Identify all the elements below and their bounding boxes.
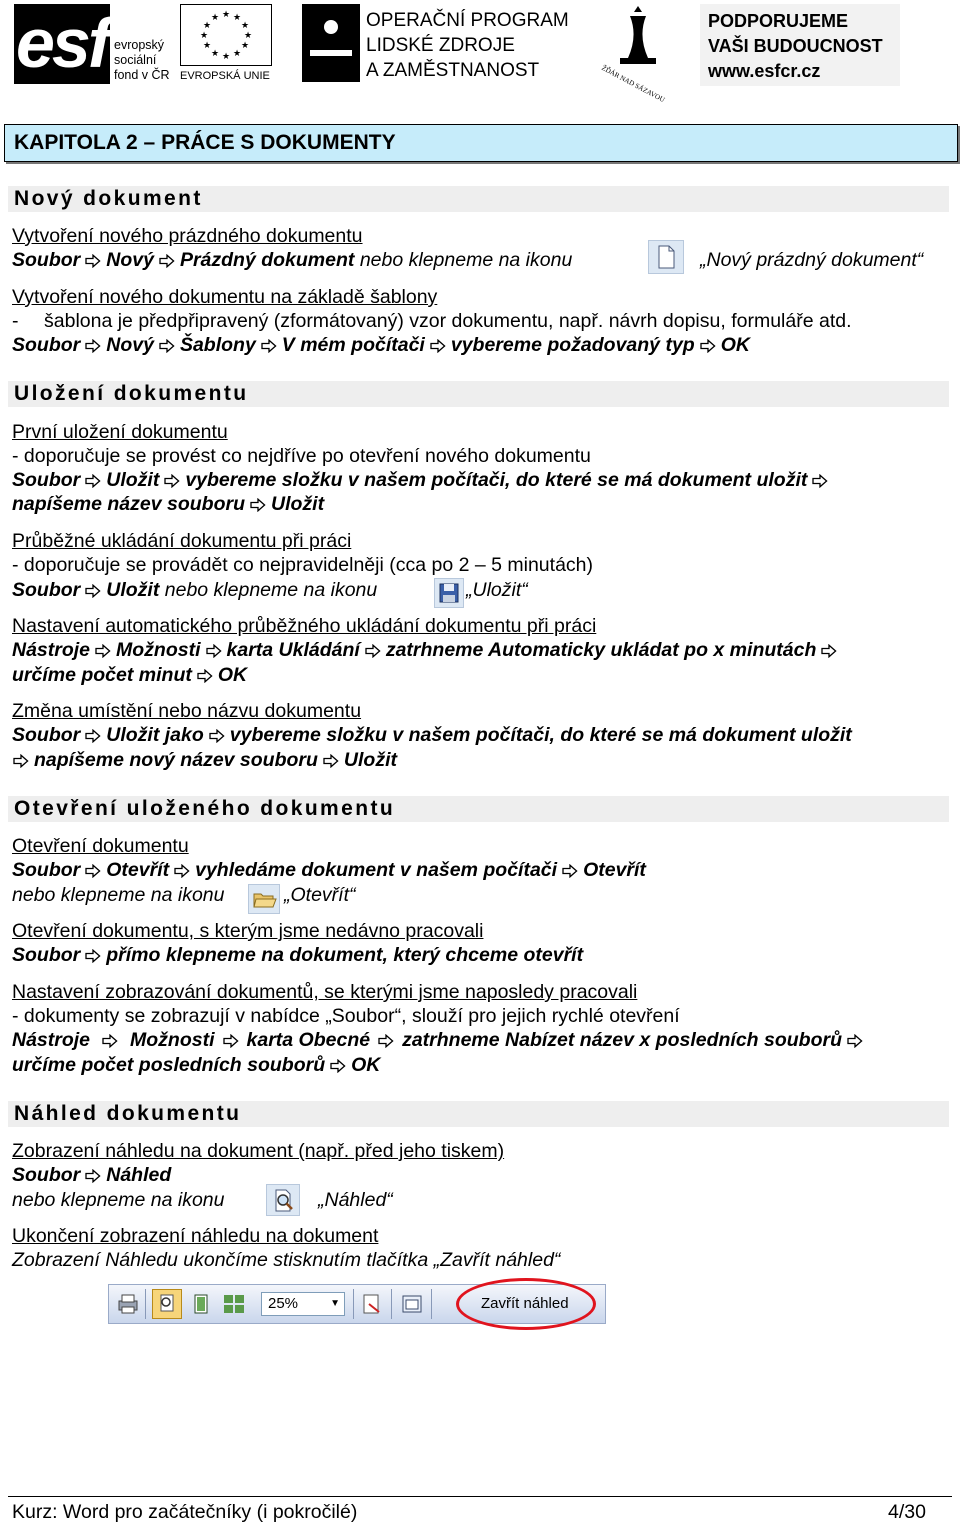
footer-course-title: Kurz: Word pro začátečníky (i pokročilé) <box>12 1501 358 1523</box>
path-tail: nebo klepneme na ikonu <box>164 579 378 601</box>
path-first-save-1 <box>12 468 833 492</box>
svg-text:★: ★ <box>240 41 250 51</box>
path-step: Soubor <box>12 469 81 491</box>
path-save-as-2 <box>8 748 397 772</box>
slogan-url: www.esfcr.cz <box>708 61 821 81</box>
slogan-line1: PODPORUJEME <box>708 11 849 31</box>
path-step: vybereme požadovaný typ <box>450 334 695 356</box>
path-step: OK <box>217 664 248 686</box>
arrow-right-outline-icon <box>209 729 225 743</box>
path-step: Prázdný dokument <box>179 249 355 271</box>
svg-text:★: ★ <box>221 10 231 20</box>
template-description-text: šablona je předpřipravený (zformátovaný) vzor dokumentu, např. návrh dopisu, formuláře atd. <box>44 310 852 332</box>
new-document-icon[interactable] <box>648 240 684 274</box>
path-step: napíšeme nový název souboru <box>34 749 318 771</box>
path-step: vybereme složku v našem počítači, do které se má dokument uložit <box>185 469 808 491</box>
path-autosave-1 <box>12 638 842 662</box>
path-open <box>12 858 646 882</box>
one-page-icon[interactable] <box>189 1292 213 1316</box>
svg-text:★: ★ <box>210 49 220 59</box>
path-step: zatrhneme Automaticky ukládat po x minutách <box>385 639 817 661</box>
preview-alt-text: nebo klepneme na ikonu <box>12 1189 225 1211</box>
path-step: Uložit <box>343 749 397 771</box>
arrow-right-outline-icon <box>85 864 101 878</box>
subheading-preview: Zobrazení náhledu na dokument (např. před jeho tiskem) <box>12 1140 505 1162</box>
arrow-right-outline-icon <box>85 339 101 353</box>
arrow-right-outline-icon <box>102 1034 118 1048</box>
path-step: Soubor <box>12 859 81 881</box>
shrink-to-fit-icon[interactable] <box>359 1292 385 1316</box>
path-step: Soubor <box>12 579 81 601</box>
arrow-right-outline-icon <box>85 729 101 743</box>
path-step: Soubor <box>12 944 81 966</box>
path-step: zatrhneme Nabízet název x posledních souborů <box>402 1029 842 1051</box>
op-line2: LIDSKÉ ZDROJE <box>366 35 515 56</box>
close-preview-highlight-ellipse <box>456 1278 596 1330</box>
arrow-right-outline-icon <box>261 339 277 353</box>
arrow-right-outline-icon <box>365 644 381 658</box>
svg-text:★: ★ <box>243 31 253 41</box>
arrow-right-outline-icon <box>562 864 578 878</box>
save-disk-icon[interactable] <box>434 578 464 608</box>
footer-page-number: 4/30 <box>888 1501 926 1523</box>
support-slogan <box>700 4 900 86</box>
svg-text:★: ★ <box>202 41 212 51</box>
section-heading-save-document: Uložení dokumentu <box>8 381 949 407</box>
chapter-number: KAPITOLA 2 <box>14 131 138 154</box>
path-template <box>12 333 750 357</box>
path-preview <box>12 1163 171 1187</box>
bullet-dash: - <box>12 310 19 332</box>
arrow-right-outline-icon <box>85 254 101 268</box>
zoom-value: 25% <box>268 1295 299 1312</box>
open-icon-label: „Otevřít“ <box>284 884 356 906</box>
subheading-open-recent: Otevření dokumentu, s kterým jsme nedávno pracovali <box>12 920 484 942</box>
arrow-right-outline-icon <box>847 1034 863 1048</box>
chevron-down-icon: ▼ <box>330 1298 340 1309</box>
op-logo <box>302 4 572 84</box>
zoom-select[interactable] <box>261 1292 345 1316</box>
path-step: V mém počítači <box>281 334 425 356</box>
magnifier-toggle[interactable] <box>152 1289 182 1319</box>
path-step: určíme počet posledních souborů <box>12 1054 326 1076</box>
arrow-right-outline-icon <box>159 339 175 353</box>
path-autosave-2 <box>12 663 247 687</box>
arrow-right-outline-icon <box>430 339 446 353</box>
svg-text:★: ★ <box>232 49 242 59</box>
ongoing-save-description: - doporučuje se provádět co nejpravidelněji (cca po 2 – 5 minutách) <box>12 554 594 576</box>
subheading-open: Otevření dokumentu <box>12 835 189 857</box>
svg-text:★: ★ <box>199 31 209 41</box>
path-step: Náhled <box>106 1164 172 1186</box>
esf-logo-letters: esf <box>16 4 109 82</box>
header-logos <box>0 0 960 105</box>
arrow-right-outline-icon <box>159 254 175 268</box>
path-step: Otevřít <box>583 859 646 881</box>
path-step: napíšeme název souboru <box>12 493 245 515</box>
arrow-right-outline-icon <box>197 669 213 683</box>
arrow-right-outline-icon <box>85 949 101 963</box>
path-step: Možnosti <box>130 1029 215 1051</box>
arrow-right-outline-icon <box>378 1034 394 1048</box>
print-icon[interactable] <box>115 1292 141 1316</box>
footer-rule <box>8 1496 952 1497</box>
subheading-first-save: První uložení dokumentu <box>12 421 228 443</box>
esf-logo-line2: sociální <box>114 53 157 67</box>
arrow-right-outline-icon <box>174 864 190 878</box>
svg-text:★: ★ <box>221 52 231 62</box>
open-alt-text: nebo klepneme na ikonu <box>12 884 225 906</box>
first-save-description: - doporučuje se provést co nejdříve po otevření nového dokumentu <box>12 445 591 467</box>
eu-label: EVROPSKÁ UNIE <box>180 70 270 82</box>
arrow-right-outline-icon <box>821 644 837 658</box>
path-step: Nový <box>106 249 154 271</box>
path-step: Uložit <box>106 469 160 491</box>
town-seal-text: ŽĎÁR NAD SÁZAVOU <box>600 64 667 105</box>
path-step: Soubor <box>12 724 81 746</box>
svg-text:★: ★ <box>232 13 242 23</box>
svg-text:★: ★ <box>202 21 212 31</box>
path-step: Soubor <box>12 334 81 356</box>
path-step: OK <box>351 1054 381 1076</box>
path-step: přímo klepneme na dokument, který chceme otevřít <box>106 944 584 966</box>
arrow-right-outline-icon <box>85 1169 101 1183</box>
arrow-right-outline-icon <box>206 644 222 658</box>
path-step: Šablony <box>179 334 256 356</box>
path-step: Nový <box>106 334 154 356</box>
full-screen-icon[interactable] <box>399 1292 425 1316</box>
path-step: určíme počet minut <box>12 664 192 686</box>
path-step: Soubor <box>12 1164 81 1186</box>
section-heading-open-document: Otevření uloženého dokumentu <box>8 796 949 822</box>
path-step: vybereme složku v našem počítači, do které se má dokument uložit <box>229 724 852 746</box>
subheading-close-preview: Ukončení zobrazení náhledu na dokument <box>12 1225 379 1247</box>
chapter-name: PRÁCE S DOKUMENTY <box>161 131 396 154</box>
svg-text:★: ★ <box>210 13 220 23</box>
chapter-dash: – <box>143 131 156 154</box>
path-tail: nebo klepneme na ikonu <box>359 249 573 271</box>
section-heading-new-document: Nový dokument <box>8 186 949 212</box>
path-first-save-2 <box>12 492 324 516</box>
subheading-save-as: Změna umístění nebo názvu dokumentu <box>12 700 362 722</box>
path-open-recent <box>12 943 583 967</box>
print-preview-icon[interactable] <box>266 1184 300 1216</box>
path-step: Nástroje <box>12 1029 91 1051</box>
path-step: Otevřít <box>106 859 170 881</box>
eu-stars-icon <box>196 8 256 62</box>
town-seal-logo <box>598 6 680 105</box>
esf-logo-line1: evropský <box>114 38 165 52</box>
path-step: OK <box>720 334 750 356</box>
magnifier-icon <box>153 1290 181 1318</box>
arrow-right-outline-icon <box>250 498 266 512</box>
path-step: Uložit <box>270 493 325 515</box>
recent-settings-description: - dokumenty se zobrazují v nabídce „Soubor“, slouží pro jejich rychlé otevření <box>12 1005 680 1027</box>
chapter-title-box <box>4 124 958 162</box>
subheading-ongoing-save: Průběžné ukládání dokumentu při práci <box>12 530 352 552</box>
subheading-autosave: Nastavení automatického průběžného ukládání dokumentu při práci <box>12 615 597 637</box>
arrow-right-outline-icon <box>95 644 111 658</box>
svg-text:★: ★ <box>240 21 250 31</box>
arrow-right-outline-icon <box>85 584 101 598</box>
eu-flag-logo <box>180 4 274 84</box>
path-step: Nástroje <box>12 639 91 661</box>
arrow-right-outline-icon <box>330 1059 346 1073</box>
template-description <box>12 309 852 333</box>
esf-logo <box>14 4 174 84</box>
path-recent-settings-1 <box>12 1028 868 1052</box>
close-preview-description: Zobrazení Náhledu ukončíme stisknutím tlačítka „Zavřít náhled“ <box>12 1249 561 1271</box>
section-heading-preview: Náhled dokumentu <box>8 1101 949 1127</box>
esf-logo-line3: fond v ČR <box>114 68 170 82</box>
subheading-from-template: Vytvoření nového dokumentu na základě šablony <box>12 286 438 308</box>
path-step: karta Obecné <box>246 1029 371 1051</box>
op-line1: OPERAČNÍ PROGRAM <box>366 10 569 31</box>
arrow-right-outline-icon <box>700 339 716 353</box>
op-logo-mark <box>302 4 360 82</box>
subheading-recent-settings: Nastavení zobrazování dokumentů, se kterými jsme naposledy pracovali <box>12 981 638 1003</box>
path-step: Soubor <box>12 249 81 271</box>
path-step: karta Ukládání <box>226 639 360 661</box>
multiple-pages-icon[interactable] <box>221 1292 247 1316</box>
slogan-line2: VAŠI BUDOUCNOST <box>708 36 883 56</box>
arrow-right-outline-icon <box>164 474 180 488</box>
preview-icon-label: „Náhled“ <box>318 1189 393 1211</box>
op-line3: A ZAMĚSTNANOST <box>366 60 540 81</box>
path-step: Uložit jako <box>106 724 204 746</box>
arrow-right-outline-icon <box>13 754 29 768</box>
open-folder-icon[interactable] <box>248 884 280 914</box>
path-ongoing-save <box>12 578 377 602</box>
arrow-right-outline-icon <box>223 1034 239 1048</box>
path-recent-settings-2 <box>12 1053 380 1077</box>
path-step: Uložit <box>106 579 160 601</box>
new-document-icon-label: „Nový prázdný dokument“ <box>700 249 924 271</box>
subheading-new-blank: Vytvoření nového prázdného dokumentu <box>12 225 363 247</box>
arrow-right-outline-icon <box>323 754 339 768</box>
path-new-blank <box>12 248 572 272</box>
chapter-title <box>14 130 396 156</box>
path-step: Možnosti <box>116 639 201 661</box>
close-preview-label: Zavřít náhled <box>481 1295 569 1312</box>
save-icon-label: „Uložit“ <box>466 579 528 601</box>
arrow-right-outline-icon <box>85 474 101 488</box>
arrow-right-outline-icon <box>812 474 828 488</box>
path-save-as-1 <box>12 723 852 747</box>
path-step: vyhledáme dokument v našem počítači <box>195 859 558 881</box>
